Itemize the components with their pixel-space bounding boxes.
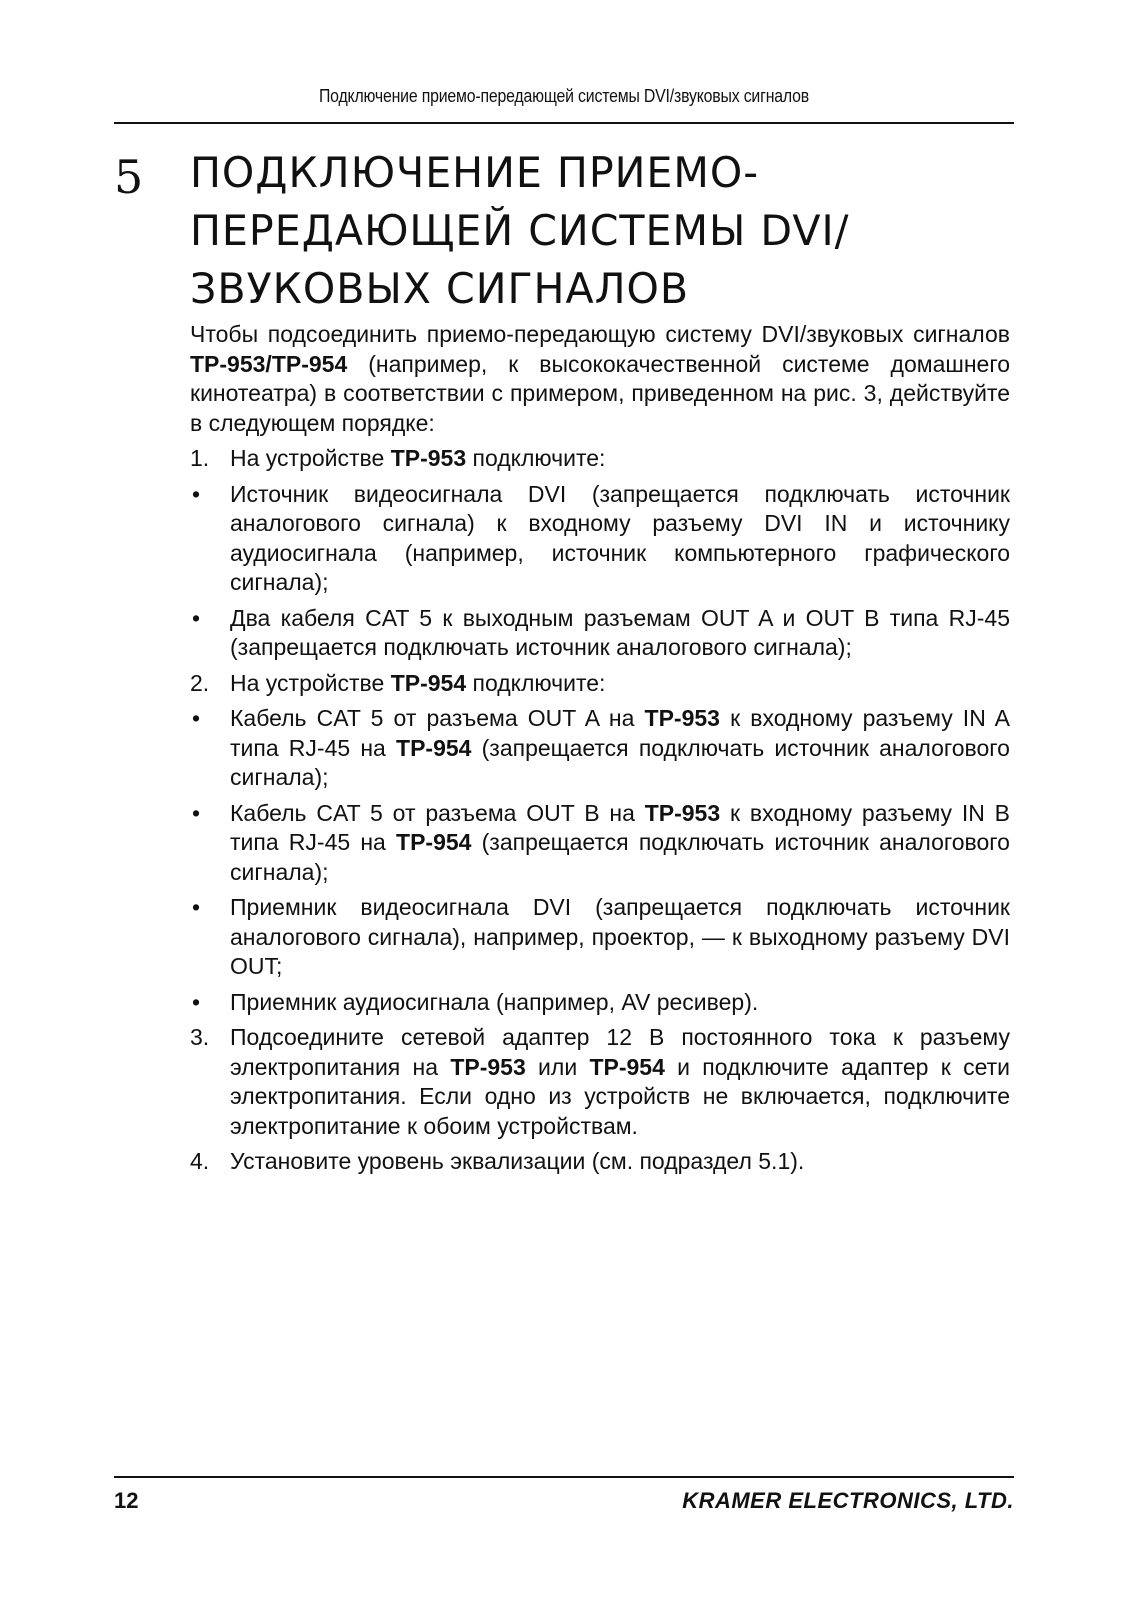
numbered-step xyxy=(190,444,1010,474)
step-number: 1. xyxy=(190,445,210,471)
step-list xyxy=(190,444,1010,1177)
step-text: подключите: xyxy=(466,669,606,696)
bullet-marker: • xyxy=(192,894,201,920)
running-head: Подключение приемо-передающей системы DVI/звуковых сигналов xyxy=(318,86,810,106)
chapter-number: 5 xyxy=(114,150,144,204)
product-name: TP-953 xyxy=(450,1053,526,1080)
step-text: (запрещается подключать источник аналогового сигнала); xyxy=(230,829,1010,885)
bullet-item xyxy=(190,988,1010,1018)
product-name: TP-954 xyxy=(589,1053,665,1080)
step-text: Приемник видеосигнала DVI (запрещается подключать источник аналогового сигнала), например, проектор, — к выходному разъему DVI OUT; xyxy=(230,894,1010,979)
step-text: и подключите адаптер к сети электропитания. Если одно из устройств не включается, подключите электропитание к обоим устройствам. xyxy=(230,1053,1010,1139)
footer-brand: KRAMER ELECTRONICS, LTD. xyxy=(682,1488,1014,1513)
bullet-marker: • xyxy=(192,988,201,1015)
step-text: Установите уровень эквализации (см. подраздел 5.1). xyxy=(230,1148,805,1174)
step-text: или xyxy=(525,1053,590,1080)
chapter-title-line: ПЕРЕДАЮЩЕЙ СИСТЕМЫ DVI/ xyxy=(190,206,850,255)
step-text: подключите: xyxy=(466,445,606,471)
chapter-body xyxy=(190,320,1010,1183)
footer-rule xyxy=(114,1476,1014,1478)
product-name: TP-953 xyxy=(644,799,721,826)
intro-text: (например, к высококачественной системе домашнего кинотеатра) в соответствии с примером, приведенном на рис. 3, действуйте в следующем порядке: xyxy=(190,350,1010,436)
step-number: 3. xyxy=(190,1024,210,1050)
intro-text: Чтобы подсоединить приемо-передающую систему DVI/звуковых сигналов xyxy=(190,321,1010,347)
step-number: 4. xyxy=(190,1148,210,1174)
step-text: (запрещается подключать источник аналогового сигнала); xyxy=(230,734,1010,790)
bullet-item xyxy=(190,893,1010,982)
product-name: TP-954 xyxy=(396,829,472,855)
header-rule xyxy=(114,122,1014,124)
numbered-step xyxy=(190,1147,1010,1177)
bullet-marker: • xyxy=(192,604,201,631)
bullet-item xyxy=(190,604,1010,663)
bullet-item xyxy=(190,704,1010,793)
bullet-item xyxy=(190,799,1010,888)
chapter-title-line: ЗВУКОВЫХ СИГНАЛОВ xyxy=(190,264,690,313)
bullet-item xyxy=(190,480,1010,598)
bullet-marker: • xyxy=(192,799,201,826)
bullet-marker: • xyxy=(192,705,201,731)
step-text: Приемник аудиосигнала (например, AV ресивер). xyxy=(230,988,759,1015)
step-text: На устройстве xyxy=(230,669,391,696)
step-text: к входному разъему IN B типа RJ-45 на xyxy=(230,799,1011,855)
step-number: 2. xyxy=(190,669,210,696)
intro-paragraph xyxy=(190,320,1010,438)
product-name: TP-953 xyxy=(390,445,467,471)
chapter-title xyxy=(190,144,994,318)
step-text: Два кабеля CAT 5 к выходным разъемам OUT A и OUT B типа RJ-45 (запрещается подключать источник аналогового сигнала); xyxy=(230,604,1010,660)
product-name: TP-954 xyxy=(396,734,472,761)
product-name: TP-954 xyxy=(390,669,467,696)
step-text: к входному разъему IN A типа RJ-45 на xyxy=(230,705,1010,761)
numbered-step xyxy=(190,669,1010,699)
step-text: Источник видеосигнала DVI (запрещается подключать источник аналогового сигнала) к входному разъему DVI IN и источнику аудиосигнала (например, источник компьютерного графического сигнала); xyxy=(230,480,1010,595)
numbered-step xyxy=(190,1023,1010,1141)
step-text: Кабель CAT 5 от разъема OUT A на xyxy=(230,705,645,731)
bullet-marker: • xyxy=(192,480,201,507)
product-name: TP-953 xyxy=(644,705,720,731)
page-number: 12 xyxy=(114,1488,139,1513)
step-text: На устройстве xyxy=(230,445,391,471)
chapter-title-line: ПОДКЛЮЧЕНИЕ ПРИЕМО- xyxy=(190,148,760,197)
step-text: Кабель CAT 5 от разъема OUT B на xyxy=(230,799,645,826)
step-text: Подсоедините сетевой адаптер 12 В постоянного тока к разъему электропитания на xyxy=(230,1024,1010,1080)
product-name: TP-953/TP-954 xyxy=(190,350,348,377)
